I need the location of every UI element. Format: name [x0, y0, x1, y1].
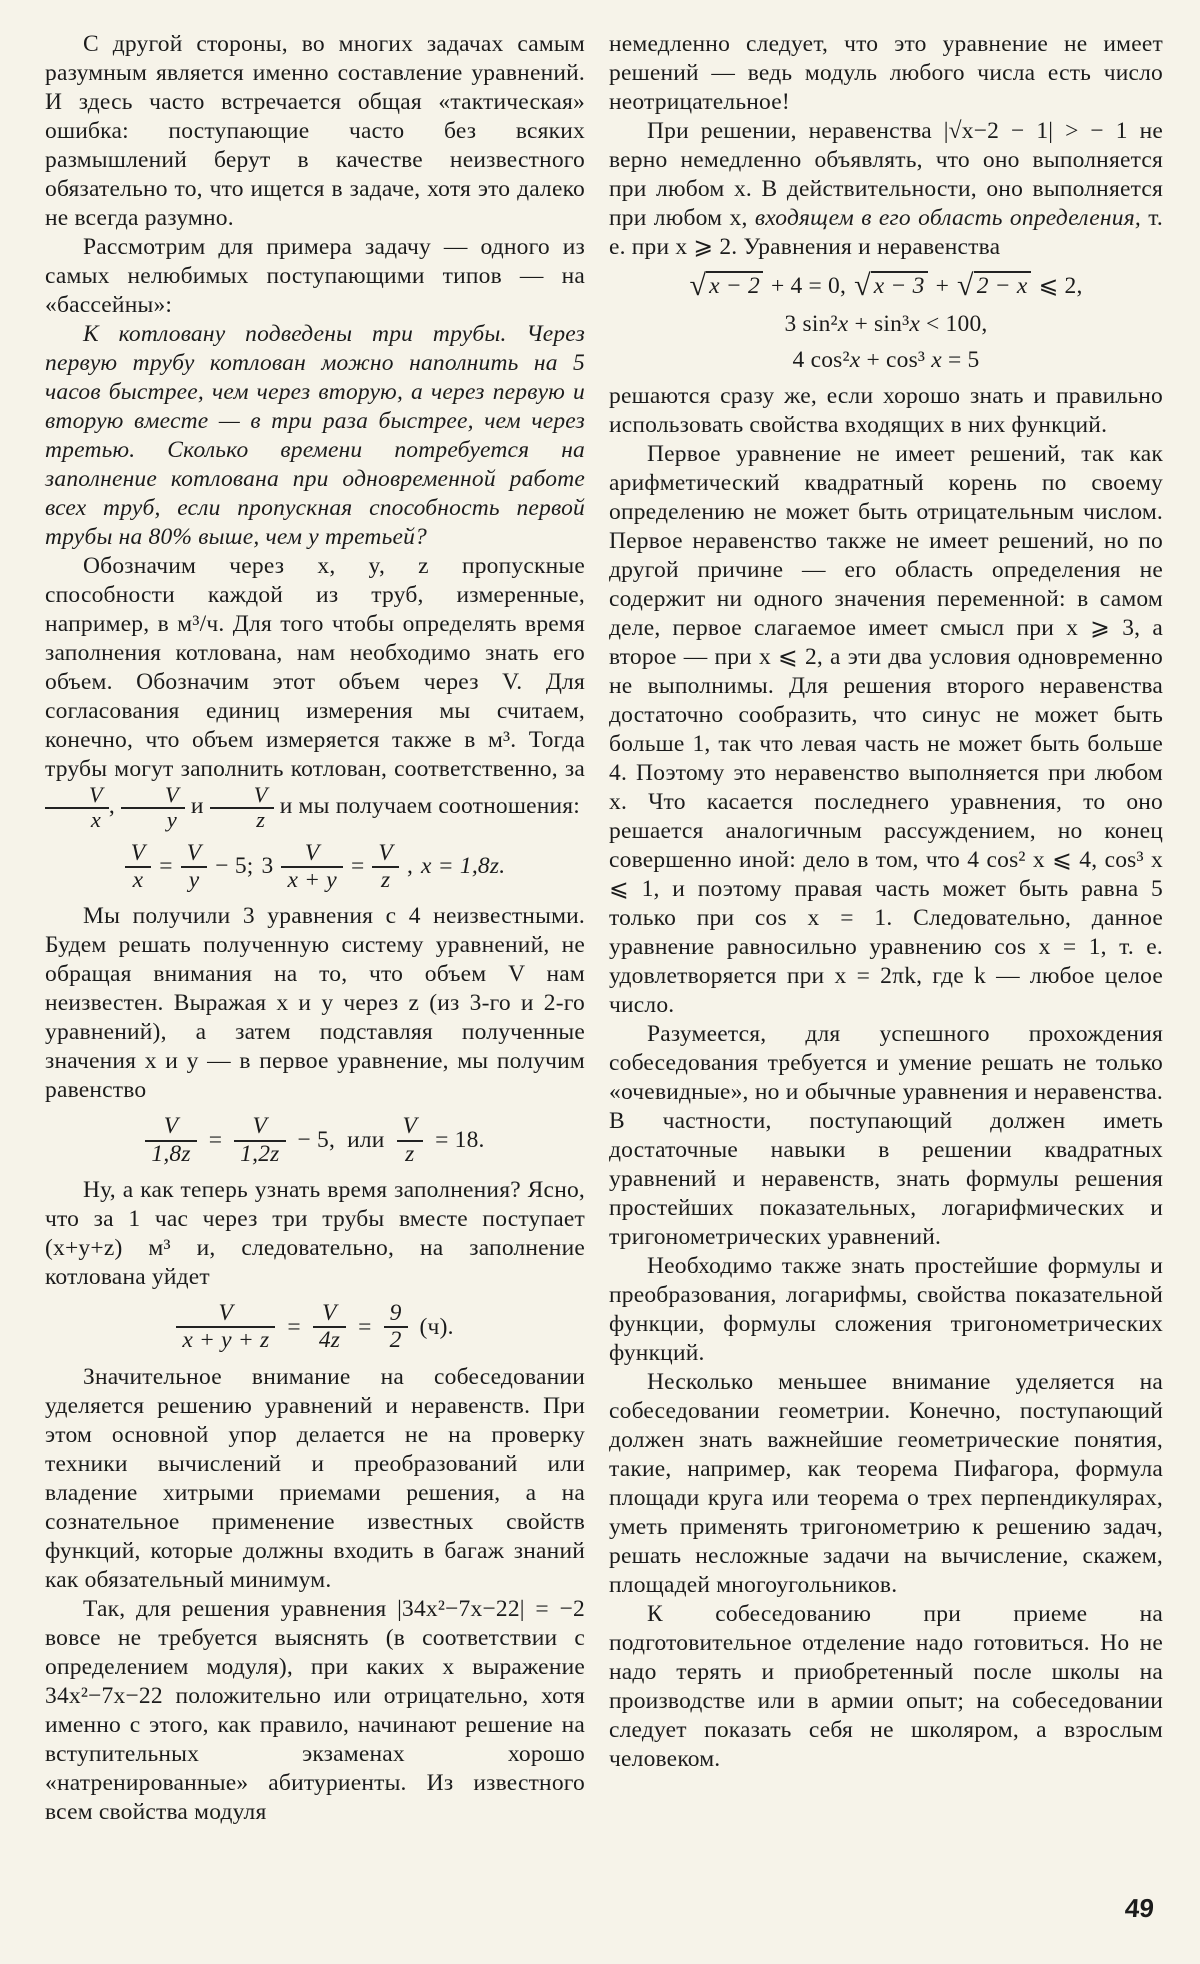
equals-sign: = — [159, 853, 173, 880]
coefficient-three: 3 — [261, 853, 274, 880]
paragraph-interview-skills: Разумеется, для успешного прохождения собеседования требуется и умение решать не только «очевидные», но и обычные уравнения и неравенства. В частности, поступающий должен иметь достаточные навыки в решении квадратных уравнений и неравенств, знать формулы решения простейших показательных, логарифмических и тригонометрических уравнений. — [609, 1021, 1163, 1250]
text-run: При решении, неравенства |√x−2 − 1| > − 1 не верно немедленно объявлять, что оно выполняется при любом x. В действительности, оно выполняется при любом x, — [609, 118, 1163, 231]
paragraph-geometry: Несколько меньшее внимание уделяется на собеседовании геометрии. Конечно, поступающий должен знать важнейшие геометрические понятия, такие, например, как теорема Пифагора, формула площади круга или теорема о трех перпендикулярах, уметь применять тригонометрию к решению задач, решать несложные задачи на вычисление, скажем, площадей многоугольников. — [609, 1369, 1163, 1598]
paragraph-three-equations: Мы получили 3 уравнения с 4 неизвестными. Будем решать полученную систему уравнений, не обращая внимания на то, что объем V нам неизвестен. Выражая x и y через z (из 3-го и 2-го уравнений), а затем подставляя полученные значения x и y — в первое уравнение, мы получим равенство — [45, 903, 585, 1104]
paragraph-formulas-needed: Необходимо также знать простейшие формулы и преобразования, логарифмы, свойства показательной функции, формулы сложения тригонометрических функций. — [609, 1253, 1163, 1366]
fraction-v-over-x: $\frac{V}{x}$ — [45, 784, 109, 832]
radical-sign: √ — [854, 268, 871, 302]
text-run: т. е. при x ⩾ 2. Уравнения и неравенства — [609, 205, 1164, 260]
fraction: $\frac{V}{z}$ — [372, 841, 399, 894]
equals-sign: = — [350, 853, 365, 880]
text-run: и — [190, 793, 204, 820]
paragraph-denote-variables — [45, 552, 585, 832]
paragraph-no-solutions: немедленно следует, что это уравнение не имеет решений — ведь модуль любого числа есть число неотрицательное! — [609, 31, 1163, 115]
fraction: $\frac{9}{2}$ — [384, 1301, 408, 1354]
paragraph-solved-immediately: решаются сразу же, если хорошо знать и правильно использовать свойства входящих в них функций. — [609, 383, 1163, 438]
square-root: √ 2 − x — [957, 271, 1031, 301]
fraction: $\frac{V}{z}$ — [397, 1114, 424, 1167]
fraction: $\frac{V}{y}$ — [181, 841, 208, 894]
paragraph-attention-equations: Значительное внимание на собеседовании уделяется решению уравнений и неравенств. При этом основной упор делается не на проверку техники вычислений и преобразований или владение хитрыми приемами решения, а на сознательное применение известных свойств функций, которые должны входить в багаж знаний как обязательный минимум. — [45, 1363, 585, 1593]
equation-answer — [45, 1301, 585, 1354]
or-word: или — [347, 1127, 385, 1154]
page-number: 49 — [1124, 1893, 1156, 1923]
paragraph-consider-example: Рассмотрим для примера задачу — одного из самых нелюбимых поступающими типов — на «бассейны»: — [45, 234, 585, 318]
equals-sign: = — [358, 1313, 372, 1340]
fraction: $\frac{V}{4z}$ — [313, 1301, 346, 1354]
paragraph-modulus-example: Так, для решения уравнения |34x²−7x−22| = −2 вовсе не требуется выяснять (в соответствии с определением модуля), при каких x выражение 34x²−7x−22 положительно или отрицательно, хотя именно с этого, как правило, начинают решение на вступительных экзаменах хорошо «натренированные» абитуриенты. Из известного всем свойства модуля — [45, 1595, 585, 1825]
square-root: √ x − 2 — [689, 271, 763, 301]
x-equals-term: x = 1,8z. — [421, 853, 506, 880]
comma: , — [406, 853, 414, 880]
equation-v-over-18z — [45, 1114, 585, 1167]
equation-sine: 3 sin²x + sin³x < 100, — [784, 311, 988, 337]
equals-sign: = — [287, 1313, 301, 1340]
paragraph-fill-time-question: Ну, а как теперь узнать время заполнения? Ясно, что за 1 час через три трубы вместе поступает (x+y+z) м³ и, следовательно, на заполнение котлована уйдет — [45, 1177, 585, 1291]
equals-sign: = — [208, 1127, 223, 1154]
right-column — [609, 30, 1163, 1827]
fraction: $\frac{V}{x + y + z}$ — [176, 1301, 275, 1354]
paragraph-preparation-advice: К собеседованию при приеме на подготовительное отделение надо готовиться. Но не надо терять и приобретенный после школы на производстве или в армии опыт; на собеседовании следует показать себя не школяром, а взрослым человеком. — [609, 1601, 1163, 1772]
radical-sign: √ — [957, 268, 974, 302]
paragraph-inequality-domain — [609, 117, 1163, 262]
paragraph-other-side: С другой стороны, во многих задачах самым разумным является именно составление уравнений. И здесь часто встречается общая «тактическая» ошибка: поступающие часто без всяких размышлений берут в качестве неизвестного обязательно то, что ищется в задаче, хотя это далеко не всегда разумно. — [45, 31, 585, 231]
equation-cosine: 4 cos²x + cos³ x = 5 — [792, 347, 980, 373]
plus-sign: + — [935, 272, 950, 299]
minus-five-term: − 5, — [297, 1127, 336, 1154]
fraction-v-over-y: $\frac{V}{y}$ — [121, 784, 185, 832]
text-run-italic: входящем в его область определения, — [754, 205, 1141, 231]
fraction: $\frac{V}{1,8z}$ — [145, 1114, 196, 1167]
fraction: $\frac{V}{1,2z}$ — [234, 1114, 285, 1167]
equation-radicals — [609, 268, 1163, 302]
text-run: Обозначим через x, y, z пропускные способности каждой из труб, измеренные, например, в м³/ч. Для того чтобы определять время заполнения котлована, нам необходимо знать его объем. Обозначим этот объем через V. Для согласования единиц измерения мы считаем, конечно, что объем измеряется также в м³. Тогда трубы могут заполнить котлован, соответственно, за — [45, 553, 585, 782]
paragraph-first-equation-analysis: Первое уравнение не имеет решений, так как арифметический квадратный корень по своему определению не может быть отрицательным числом. Первое неравенство также не имеет решений, но по другой причине — его область определения не содержит ни одного значения переменной: в самом деле, первое слагаемое имеет смысл при x ⩾ 3, а второе — при x ⩽ 2, а эти два условия одновременно не выполнимы. Для решения второго неравенства достаточно сообразить, что синус не может быть больше 1, так что левая часть не может быть больше 4. Поэтому это неравенство выполняется при любом x. Что касается последнего уравнения, то оно решается аналогичным рассуждением, но конец совершенно иной: дело в том, что 4 cos² x ⩽ 4, cos³ x ⩽ 1, и поэтому правая часть может быть равна 5 только при cos x = 1. Следовательно, данное уравнение равносильно уравнению cos x = 1, т. е. удовлетворяется при x = 2πk, где k — любое целое число. — [609, 441, 1163, 1018]
text-run: , — [108, 793, 115, 820]
text-run: и мы получаем соотношения: — [279, 793, 581, 820]
fraction-v-over-z: $\frac{V}{z}$ — [210, 784, 274, 832]
radical-sign: √ — [689, 268, 707, 302]
minus-five-term: − 5; — [215, 853, 254, 880]
square-root: √ x − 3 — [854, 271, 928, 301]
equation-system — [45, 841, 585, 894]
hours-unit: (ч). — [419, 1313, 454, 1340]
plus-four-term: + 4 = 0, — [770, 272, 847, 299]
fraction: $\frac{V}{x}$ — [125, 841, 152, 894]
fraction: $\frac{V}{x + y}$ — [281, 841, 342, 894]
equals-18-term: = 18. — [435, 1127, 485, 1154]
left-column — [45, 30, 585, 1827]
paragraph-problem-statement: К котловану подведены три трубы. Через первую трубу котлован можно наполнить на 5 часов быстрее, чем через вторую, а через первую и вторую вместе — в три раза быстрее, чем через третью. Сколько времени потребуется на заполнение котлована при одновременной работе всех труб, если пропускная способность первой трубы на 80% выше, чем у третьей? — [45, 321, 585, 550]
leq-two-term: ⩽ 2, — [1038, 272, 1083, 299]
